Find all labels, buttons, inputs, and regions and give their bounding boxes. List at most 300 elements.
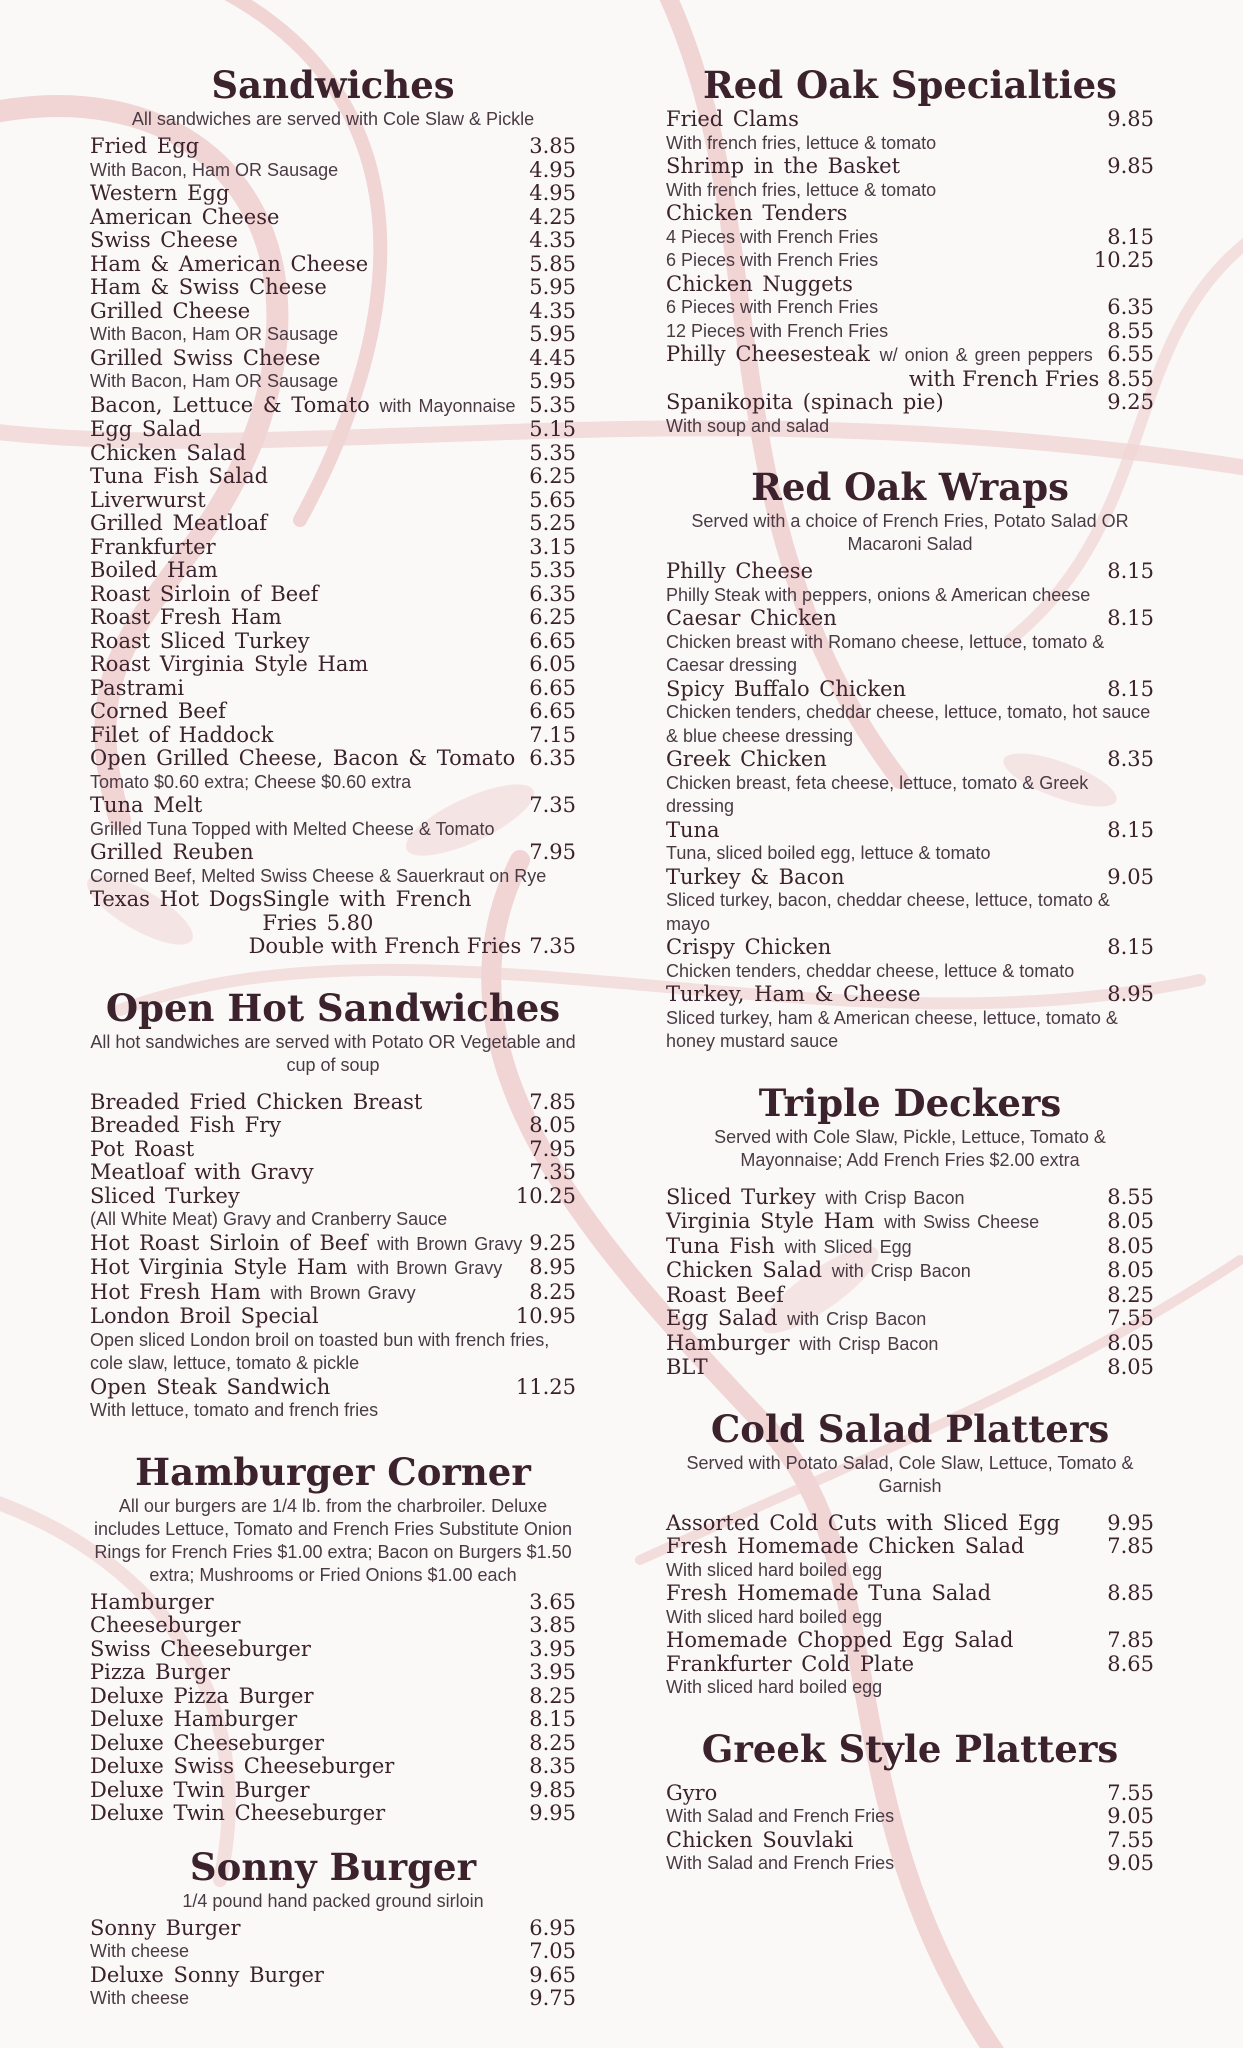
item-desc-row bbox=[666, 772, 1154, 819]
menu-item bbox=[90, 536, 576, 560]
item-name: Deluxe Hamburger bbox=[90, 1707, 298, 1731]
item-name-wrap bbox=[90, 1138, 194, 1162]
item-price: 9.05 bbox=[1107, 864, 1154, 889]
item-description: With sliced hard boiled egg bbox=[666, 1606, 883, 1627]
menu-item-detail bbox=[666, 320, 1154, 344]
item-row bbox=[90, 182, 576, 206]
item-price: 4.95 bbox=[529, 181, 576, 205]
menu-item-detail bbox=[90, 1987, 576, 2011]
triple-section bbox=[666, 1080, 1154, 1380]
item-row bbox=[666, 866, 1154, 890]
item-description: 4 Pieces with French Fries bbox=[666, 226, 879, 247]
item-name: Boiled Ham bbox=[90, 558, 218, 582]
item-description: (All White Meat) Gravy and Cranberry Sauce bbox=[90, 1209, 448, 1229]
item-price: 8.25 bbox=[529, 1279, 576, 1304]
item-price: 7.85 bbox=[1107, 1628, 1154, 1652]
item-row bbox=[90, 465, 576, 489]
item-description: With sliced hard boiled egg bbox=[666, 1677, 883, 1697]
item-name: Spicy Buffalo Chicken bbox=[666, 676, 907, 701]
menu-item-detail bbox=[90, 1940, 576, 1964]
item-price: 7.35 bbox=[529, 934, 576, 958]
item-qualifier: with Crisp Bacon bbox=[799, 1333, 939, 1354]
menu-item bbox=[666, 1829, 1154, 1853]
item-row bbox=[666, 1535, 1154, 1559]
hamburger-list bbox=[90, 1591, 576, 1826]
item-price: 4.95 bbox=[529, 157, 576, 182]
item-desc-row bbox=[666, 1805, 1154, 1829]
menu-item bbox=[666, 273, 1154, 297]
item-name: Philly Cheese bbox=[666, 559, 813, 583]
menu-item bbox=[90, 465, 576, 489]
menu-item bbox=[666, 1235, 1154, 1260]
item-name: Filet of Haddock bbox=[90, 722, 274, 747]
item-description: 12 Pieces with French Fries bbox=[666, 320, 889, 341]
item-row bbox=[666, 678, 1154, 702]
item-price: 8.65 bbox=[1107, 1651, 1154, 1676]
item-row bbox=[90, 653, 576, 677]
item-desc-row bbox=[666, 226, 1154, 250]
item-price: 9.85 bbox=[1107, 154, 1154, 178]
item-name: Fresh Homemade Tuna Salad bbox=[666, 1581, 992, 1605]
wraps-section bbox=[666, 464, 1154, 1054]
menu-item-detail bbox=[666, 889, 1154, 936]
item-row bbox=[90, 206, 576, 230]
item-qualifier: with Brown Gravy bbox=[357, 1258, 503, 1278]
item-name: Hot Roast Sirloin of Beef bbox=[90, 1230, 368, 1255]
item-price: 8.95 bbox=[529, 1255, 576, 1279]
item-price: 8.15 bbox=[1107, 606, 1154, 630]
item-name-wrap bbox=[666, 1356, 708, 1380]
item-qualifier: with Crisp Bacon bbox=[787, 1309, 927, 1329]
item-description: With lettuce, tomato and french fries bbox=[90, 1400, 379, 1420]
item-name: Open Grilled Cheese, Bacon & Tomato bbox=[90, 746, 516, 770]
menu-item-detail bbox=[90, 771, 576, 795]
item-desc-row bbox=[90, 771, 576, 795]
item-price: 8.25 bbox=[1107, 1282, 1154, 1307]
menu-item-detail bbox=[666, 1676, 1154, 1700]
menu-item-detail bbox=[666, 701, 1154, 748]
item-name-wrap bbox=[90, 1305, 319, 1329]
menu-item-detail bbox=[90, 865, 576, 889]
item-row bbox=[90, 1185, 576, 1209]
item-name: Breaded Fish Fry bbox=[90, 1113, 282, 1137]
item-name: Spanikopita bbox=[666, 390, 794, 414]
item-description: Sliced turkey, bacon, cheddar cheese, lettuce, tomato & mayo bbox=[666, 890, 1110, 934]
item-name: Pot Roast bbox=[90, 1136, 195, 1161]
item-name-wrap bbox=[90, 442, 246, 466]
menu-item bbox=[90, 300, 576, 324]
item-name-wrap bbox=[666, 1782, 717, 1806]
item-description: With Salad and French Fries bbox=[666, 1853, 895, 1873]
item-name: Roast Fresh Ham bbox=[90, 605, 282, 629]
wraps-list bbox=[666, 560, 1154, 1054]
item-qualifier: with Brown Gravy bbox=[377, 1233, 523, 1254]
item-row bbox=[666, 819, 1154, 843]
item-row bbox=[666, 1186, 1154, 1211]
item-price: 7.85 bbox=[1107, 1534, 1154, 1558]
item-description: Sliced turkey, ham & American cheese, lettuce, tomato & honey mustard sauce bbox=[666, 1007, 1118, 1051]
menu-item-detail bbox=[666, 631, 1154, 678]
item-price: 7.85 bbox=[529, 1089, 576, 1114]
specialties-list-2 bbox=[666, 391, 1154, 438]
item-name: Hot Virginia Style Ham bbox=[90, 1255, 348, 1279]
item-name-wrap bbox=[90, 536, 216, 560]
item-row bbox=[90, 135, 576, 159]
cold-list bbox=[666, 1512, 1154, 1700]
item-price: 8.05 bbox=[1107, 1233, 1154, 1258]
menu-item-detail bbox=[666, 1805, 1154, 1829]
menu-item bbox=[666, 560, 1154, 584]
item-name-wrap bbox=[666, 343, 1093, 368]
item-name: London Broil Special bbox=[90, 1304, 319, 1328]
item-description: Chicken tenders, cheddar cheese, lettuce & tomato bbox=[666, 960, 1075, 981]
item-name-wrap bbox=[666, 1653, 914, 1677]
item-price: 4.45 bbox=[529, 345, 576, 370]
item-price: 5.65 bbox=[529, 487, 576, 512]
item-row bbox=[90, 841, 576, 865]
menu-item bbox=[90, 1256, 576, 1281]
item-row bbox=[90, 1114, 576, 1138]
item-price: 8.15 bbox=[1107, 224, 1154, 249]
item-name-wrap bbox=[90, 630, 310, 654]
item-row bbox=[90, 559, 576, 583]
item-description: Open sliced London broil on toasted bun with french fries, cole slaw, lettuce, tomato & pickle bbox=[90, 1329, 550, 1373]
item-name: Caesar Chicken bbox=[666, 606, 837, 630]
menu-item bbox=[90, 841, 576, 865]
item-description: Chicken breast with Romano cheese, lettuce, tomato & Caesar dressing bbox=[666, 631, 1105, 675]
item-price: 8.05 bbox=[1107, 1258, 1154, 1282]
menu-item bbox=[90, 1708, 576, 1732]
item-price: 4.35 bbox=[529, 228, 576, 252]
item-name: Swiss Cheeseburger bbox=[90, 1636, 311, 1661]
item-price: 6.95 bbox=[529, 1915, 576, 1940]
menu-item bbox=[90, 1232, 576, 1257]
item-name-wrap bbox=[90, 489, 206, 513]
item-desc-row bbox=[666, 1559, 1154, 1583]
item-row bbox=[666, 1512, 1154, 1536]
item-name-wrap bbox=[666, 1535, 1024, 1559]
menu-item-detail bbox=[666, 584, 1154, 608]
hamburger-section bbox=[90, 1449, 576, 1826]
item-row bbox=[90, 583, 576, 607]
item-description: With french fries, lettuce & tomato bbox=[666, 179, 937, 200]
item-price: 3.95 bbox=[529, 1636, 576, 1661]
item-name: Gyro bbox=[666, 1780, 718, 1805]
item-name-wrap bbox=[666, 936, 831, 960]
item-row bbox=[90, 442, 576, 466]
item-price: 8.05 bbox=[529, 1113, 576, 1137]
item-qualifier: w/ onion & green peppers bbox=[879, 345, 1093, 365]
item-row bbox=[666, 1829, 1154, 1853]
menu-item bbox=[90, 1614, 576, 1638]
item-name-wrap bbox=[90, 747, 515, 771]
item-price: 9.85 bbox=[1107, 107, 1154, 131]
item-description: Tomato $0.60 extra; Cheese $0.60 extra bbox=[90, 771, 412, 792]
item-price: 9.65 bbox=[529, 1962, 576, 1987]
item-name-wrap bbox=[90, 724, 274, 748]
menu-item-detail bbox=[90, 159, 576, 183]
menu-item bbox=[666, 1782, 1154, 1806]
item-name: BLT bbox=[666, 1355, 708, 1379]
item-name: Roast Sirloin of Beef bbox=[90, 581, 319, 606]
item-name-wrap bbox=[90, 1591, 214, 1615]
item-price: 6.65 bbox=[529, 675, 576, 700]
sonny-list bbox=[90, 1917, 576, 2011]
item-description: Tuna, sliced boiled egg, lettuce & tomato bbox=[666, 843, 991, 863]
menu-item bbox=[666, 1629, 1154, 1653]
item-row bbox=[666, 1653, 1154, 1677]
item-row bbox=[90, 606, 576, 630]
item-description: With cheese bbox=[90, 1941, 190, 1961]
item-desc-row bbox=[666, 296, 1154, 320]
item-name-wrap bbox=[90, 1281, 416, 1306]
item-price: 9.95 bbox=[529, 1801, 576, 1825]
menu-item bbox=[90, 1161, 576, 1185]
item-qualifier: with Sliced Egg bbox=[784, 1236, 912, 1257]
item-name-wrap bbox=[90, 1376, 330, 1400]
menu-item bbox=[666, 202, 1154, 226]
menu-item bbox=[90, 1779, 576, 1803]
item-name: Chicken Souvlaki bbox=[666, 1827, 854, 1852]
item-row bbox=[90, 747, 576, 771]
menu-item bbox=[90, 606, 576, 630]
item-price: 8.15 bbox=[1107, 817, 1154, 842]
item-price: 8.15 bbox=[1107, 935, 1154, 959]
item-row bbox=[666, 1629, 1154, 1653]
menu-item-detail bbox=[666, 226, 1154, 250]
item-price: 8.15 bbox=[1107, 559, 1154, 583]
item-name: Turkey, Ham & Cheese bbox=[666, 982, 921, 1006]
item-row bbox=[666, 391, 1154, 415]
item-name: Breaded Fried Chicken Breast bbox=[90, 1089, 423, 1114]
menu-item bbox=[666, 1210, 1154, 1235]
item-name: Fried Egg bbox=[90, 134, 200, 158]
menu-item bbox=[90, 1964, 576, 1988]
item-price: 8.85 bbox=[1107, 1581, 1154, 1605]
item-description: With Bacon, Ham OR Sausage bbox=[90, 324, 339, 344]
item-description: 6 Pieces with French Fries bbox=[666, 250, 879, 270]
item-desc-row bbox=[666, 842, 1154, 866]
item-price: 9.05 bbox=[1107, 1804, 1154, 1828]
item-qualifier: (spinach pie) bbox=[802, 390, 944, 414]
item-name: Swiss Cheese bbox=[90, 228, 238, 252]
menu-item-detail bbox=[90, 1329, 576, 1376]
item-desc-row bbox=[90, 370, 576, 394]
menu-item bbox=[90, 1661, 576, 1685]
menu-item bbox=[90, 1732, 576, 1756]
item-name: Frankfurter bbox=[90, 534, 216, 559]
item-name: Liverwurst bbox=[90, 487, 206, 512]
item-name-wrap bbox=[666, 560, 813, 584]
item-price: 3.65 bbox=[529, 1589, 576, 1614]
item-row bbox=[90, 1661, 576, 1685]
item-row bbox=[90, 1281, 576, 1306]
menu-item bbox=[666, 748, 1154, 772]
item-description: With sliced hard boiled egg bbox=[666, 1559, 883, 1580]
item-name: Ham & American Cheese bbox=[90, 251, 369, 276]
item-price: 8.55 bbox=[1107, 318, 1154, 343]
item-name-wrap bbox=[666, 202, 847, 226]
item-name-wrap bbox=[90, 465, 268, 489]
menu-item-detail bbox=[666, 842, 1154, 866]
item-name-wrap bbox=[666, 1235, 912, 1260]
item-name: Sliced Turkey bbox=[666, 1184, 816, 1209]
item-qualifier: with Brown Gravy bbox=[270, 1282, 416, 1303]
item-row bbox=[90, 1964, 576, 1988]
item-price: 10.25 bbox=[1093, 248, 1154, 272]
cold-title: Cold Salad Platters bbox=[710, 1406, 1110, 1451]
menu-item-detail bbox=[666, 1007, 1154, 1054]
wraps-subtitle: Served with a choice of French Fries, Potato Salad OR Macaroni Salad bbox=[691, 511, 1129, 554]
item-row bbox=[90, 630, 576, 654]
item-row bbox=[90, 229, 576, 253]
item-name-wrap bbox=[90, 1661, 230, 1685]
item-price: 9.25 bbox=[1107, 390, 1154, 414]
item-row bbox=[90, 253, 576, 277]
item-name: Tuna Fish bbox=[666, 1233, 775, 1258]
item-description: 6 Pieces with French Fries bbox=[666, 297, 879, 317]
item-name-wrap bbox=[666, 1829, 854, 1853]
item-name: Grilled Meatloaf bbox=[90, 511, 268, 535]
item-name-wrap bbox=[666, 819, 720, 843]
item-price: 6.65 bbox=[529, 628, 576, 653]
menu-item bbox=[666, 155, 1154, 179]
item-name-wrap bbox=[90, 700, 226, 724]
item-price: 5.35 bbox=[529, 440, 576, 465]
menu-item-detail bbox=[666, 249, 1154, 273]
item-desc-row bbox=[666, 889, 1154, 936]
item-row bbox=[90, 418, 576, 442]
greek-section bbox=[666, 1726, 1154, 1876]
item-name-wrap bbox=[90, 276, 327, 300]
item-name-wrap bbox=[90, 794, 202, 818]
item-name: Grilled Swiss Cheese bbox=[90, 345, 321, 370]
item-name-wrap bbox=[90, 677, 184, 701]
cold-section bbox=[666, 1406, 1154, 1700]
item-name-wrap bbox=[90, 1755, 394, 1779]
menu-item-detail bbox=[666, 132, 1154, 156]
item-name-wrap bbox=[666, 273, 853, 297]
menu-item-detail bbox=[90, 818, 576, 842]
item-name-wrap bbox=[666, 983, 921, 1007]
sandwiches-list bbox=[90, 135, 576, 888]
item-name: Deluxe Pizza Burger bbox=[90, 1683, 314, 1708]
item-price: 3.15 bbox=[529, 534, 576, 559]
item-name: Egg Salad bbox=[90, 417, 202, 441]
item-row bbox=[90, 489, 576, 513]
item-desc-row bbox=[666, 584, 1154, 608]
item-row bbox=[666, 273, 1154, 297]
item-row bbox=[666, 1332, 1154, 1357]
hamburger-title: Hamburger Corner bbox=[135, 1449, 531, 1494]
item-name: Grilled Reuben bbox=[90, 840, 254, 864]
menu-item bbox=[90, 677, 576, 701]
item-price: 5.95 bbox=[529, 322, 576, 346]
item-name: Deluxe Twin Cheeseburger bbox=[90, 1801, 386, 1825]
menu-item-detail bbox=[666, 296, 1154, 320]
item-name-wrap bbox=[90, 512, 267, 536]
item-price: 8.05 bbox=[1107, 1355, 1154, 1379]
item-row bbox=[90, 1161, 576, 1185]
sandwiches-subtitle: All sandwiches are served with Cole Slaw & Pickle bbox=[131, 109, 535, 129]
menu-item bbox=[90, 206, 576, 230]
item-description: Chicken tenders, cheddar cheese, lettuce, tomato, hot sauce & blue cheese dressing bbox=[666, 702, 1151, 746]
item-name-wrap bbox=[90, 253, 368, 277]
item-name: Chicken Nuggets bbox=[666, 271, 853, 296]
item-name-wrap bbox=[90, 1964, 324, 1988]
hotdog-double-label: Double with French Fries bbox=[248, 934, 522, 958]
item-name: American Cheese bbox=[90, 204, 280, 229]
item-name: Open Steak Sandwich bbox=[90, 1374, 331, 1399]
menu-item bbox=[90, 182, 576, 206]
item-name: Texas Hot Dogs bbox=[90, 887, 263, 911]
menu-item bbox=[666, 1356, 1154, 1380]
item-row bbox=[90, 724, 576, 748]
menu-item-detail bbox=[666, 179, 1154, 203]
item-name-wrap bbox=[90, 1802, 385, 1826]
open-hot-list bbox=[90, 1091, 576, 1423]
item-name-wrap bbox=[90, 418, 201, 442]
item-row bbox=[90, 1802, 576, 1826]
item-price: 8.25 bbox=[529, 1683, 576, 1708]
menu-item bbox=[666, 108, 1154, 132]
item-name: Virginia Style Ham bbox=[666, 1209, 875, 1233]
item-price: 6.25 bbox=[529, 464, 576, 488]
item-name-wrap bbox=[90, 1232, 522, 1257]
cold-subtitle: Served with Potato Salad, Cole Slaw, Lettuce, Tomato & Garnish bbox=[686, 1452, 1134, 1496]
item-name-wrap bbox=[666, 607, 837, 631]
item-name: Shrimp in the Basket bbox=[666, 154, 901, 178]
item-price: 8.15 bbox=[529, 1707, 576, 1731]
item-row bbox=[90, 276, 576, 300]
item-name-wrap bbox=[666, 678, 906, 702]
menu-item bbox=[90, 1185, 576, 1209]
item-price: 7.55 bbox=[1107, 1827, 1154, 1852]
item-row bbox=[90, 1779, 576, 1803]
menu-item-detail bbox=[90, 1208, 576, 1232]
item-price: 7.95 bbox=[529, 1136, 576, 1161]
item-name-wrap bbox=[90, 559, 218, 583]
item-desc-row bbox=[90, 1940, 576, 1964]
item-desc-row bbox=[666, 631, 1154, 678]
item-price: 5.95 bbox=[529, 275, 576, 299]
item-name-wrap bbox=[90, 1256, 502, 1281]
item-row bbox=[90, 536, 576, 560]
item-desc-row bbox=[90, 1329, 576, 1376]
menu-item-detail bbox=[666, 1559, 1154, 1583]
menu-item bbox=[90, 1685, 576, 1709]
item-desc-row bbox=[90, 1987, 576, 2011]
menu-item bbox=[666, 1332, 1154, 1357]
item-name: Fresh Homemade Chicken Salad bbox=[666, 1534, 1025, 1558]
item-desc-row bbox=[666, 249, 1154, 273]
item-desc-row bbox=[90, 1399, 576, 1423]
menu-item bbox=[90, 724, 576, 748]
item-row bbox=[90, 677, 576, 701]
item-row bbox=[90, 300, 576, 324]
item-description: Corned Beef, Melted Swiss Cheese & Sauerkraut on Rye bbox=[90, 865, 547, 886]
item-name: Pizza Burger bbox=[90, 1660, 231, 1684]
menu-item bbox=[90, 1755, 576, 1779]
item-desc-row bbox=[666, 1606, 1154, 1630]
menu-item bbox=[90, 489, 576, 513]
item-desc-row bbox=[666, 132, 1154, 156]
item-name: Tuna bbox=[666, 817, 720, 842]
item-row bbox=[90, 1591, 576, 1615]
sonny-title: Sonny Burger bbox=[189, 1844, 477, 1889]
item-qualifier: with Crisp Bacon bbox=[831, 1261, 971, 1281]
menu-item bbox=[90, 1917, 576, 1941]
